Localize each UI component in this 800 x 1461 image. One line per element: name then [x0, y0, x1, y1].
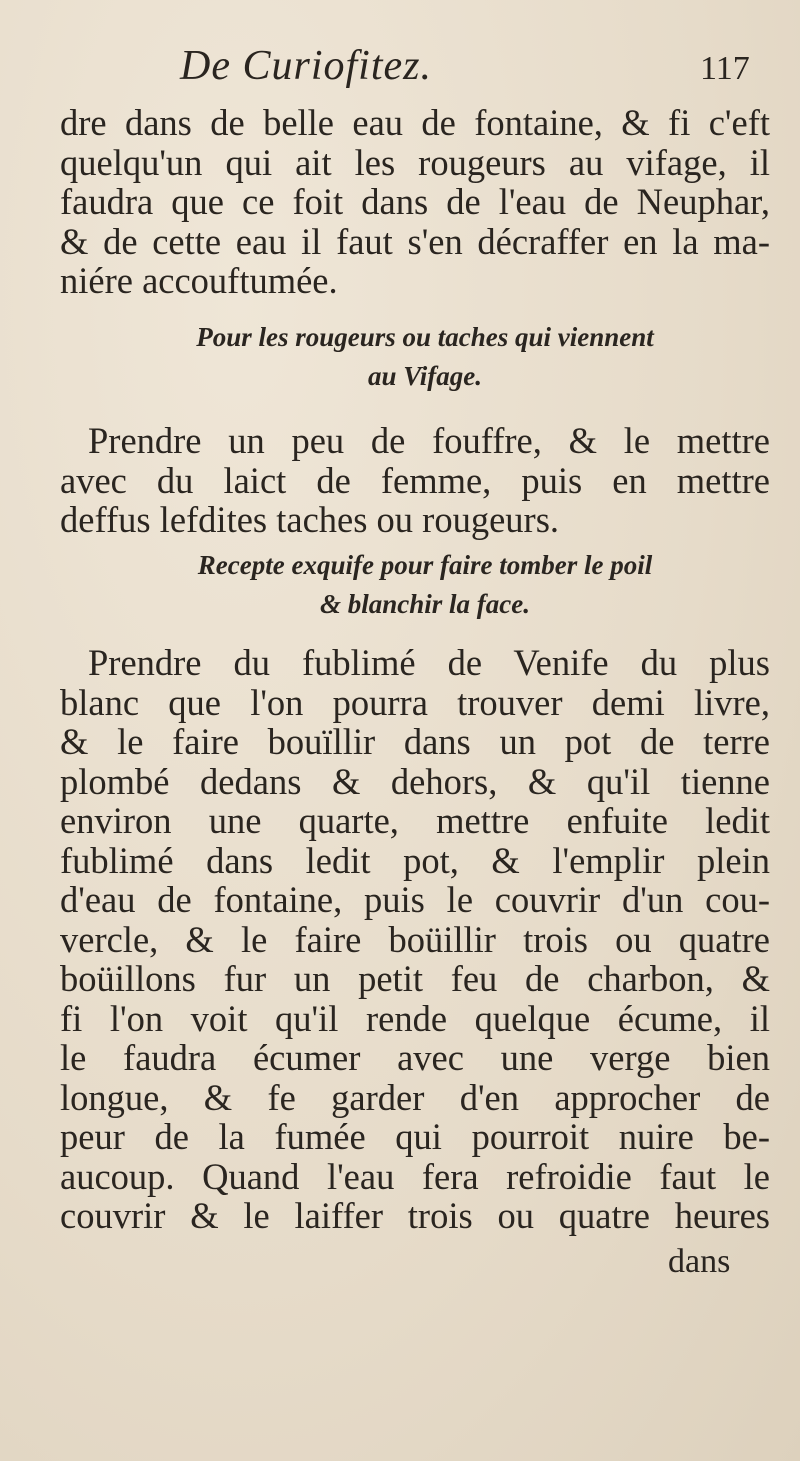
- text-line: plombé dedans & dehors, & qu'il tienne: [60, 760, 770, 802]
- recipe-heading: [90, 550, 760, 620]
- page-header: [0, 42, 800, 102]
- text-line: vercle, & le faire boüillir trois ou quatre: [60, 918, 770, 960]
- catchword: dans: [668, 1243, 731, 1280]
- text-line: longue, & fe garder d'en approcher de: [60, 1076, 770, 1118]
- text-line: faudra que ce foit dans de l'eau de Neuphar,: [60, 181, 770, 222]
- body-text: [60, 103, 770, 301]
- text-line: le faudra écumer avec une verge bien: [60, 1037, 770, 1078]
- text-line: & le faire bouïllir dans un pot de terre: [60, 721, 770, 762]
- paragraph: [60, 421, 770, 540]
- text-line: quelqu'un qui ait les rougeurs au vifage, il: [60, 141, 770, 183]
- heading-line: au Vifage.: [367, 361, 482, 391]
- text-line: avec du laict de femme, puis en mettre: [60, 459, 770, 501]
- text-line: dre dans de belle eau de fontaine, & fi c'eft: [60, 102, 770, 143]
- heading-line: Recepte exquife pour faire tomber le poil: [197, 550, 653, 580]
- text-line: fi l'on voit qu'il rende quelque écume, il: [60, 997, 770, 1039]
- text-line: aucoup. Quand l'eau fera refroidie faut le: [60, 1155, 770, 1197]
- text-line: & de cette eau il faut s'en décraffer en la ma-: [60, 220, 770, 262]
- text-line: couvrir & le laiffer trois ou quatre heures: [60, 1195, 770, 1236]
- text-line: fublimé dans ledit pot, & l'emplir plein: [60, 839, 770, 881]
- heading-line: & blanchir la face.: [320, 589, 530, 619]
- page-number: 117: [700, 50, 750, 87]
- text-line: d'eau de fontaine, puis le couvrir d'un cou-: [60, 879, 770, 920]
- text-line: deffus lefdites taches ou rougeurs.: [60, 499, 560, 540]
- paragraph: [60, 643, 770, 1236]
- text-line: peur de la fumée qui pourroit nuire be-: [60, 1116, 770, 1157]
- recipe-heading: [100, 322, 750, 392]
- heading-line: Pour les rougeurs ou taches qui viennent: [196, 322, 654, 352]
- text-line: Prendre du fublimé de Venife du plus: [88, 642, 770, 683]
- text-line: boüillons fur un petit feu de charbon, &: [60, 958, 770, 999]
- running-title: De Curiofitez.: [180, 43, 432, 89]
- text-line: environ une quarte, mettre enfuite ledit: [60, 800, 770, 841]
- text-line: blanc que l'on pourra trouver demi livre,: [60, 681, 770, 723]
- text-line: Prendre un peu de fouffre, & le mettre: [88, 420, 770, 461]
- text-line: niére accouftumée.: [60, 260, 338, 301]
